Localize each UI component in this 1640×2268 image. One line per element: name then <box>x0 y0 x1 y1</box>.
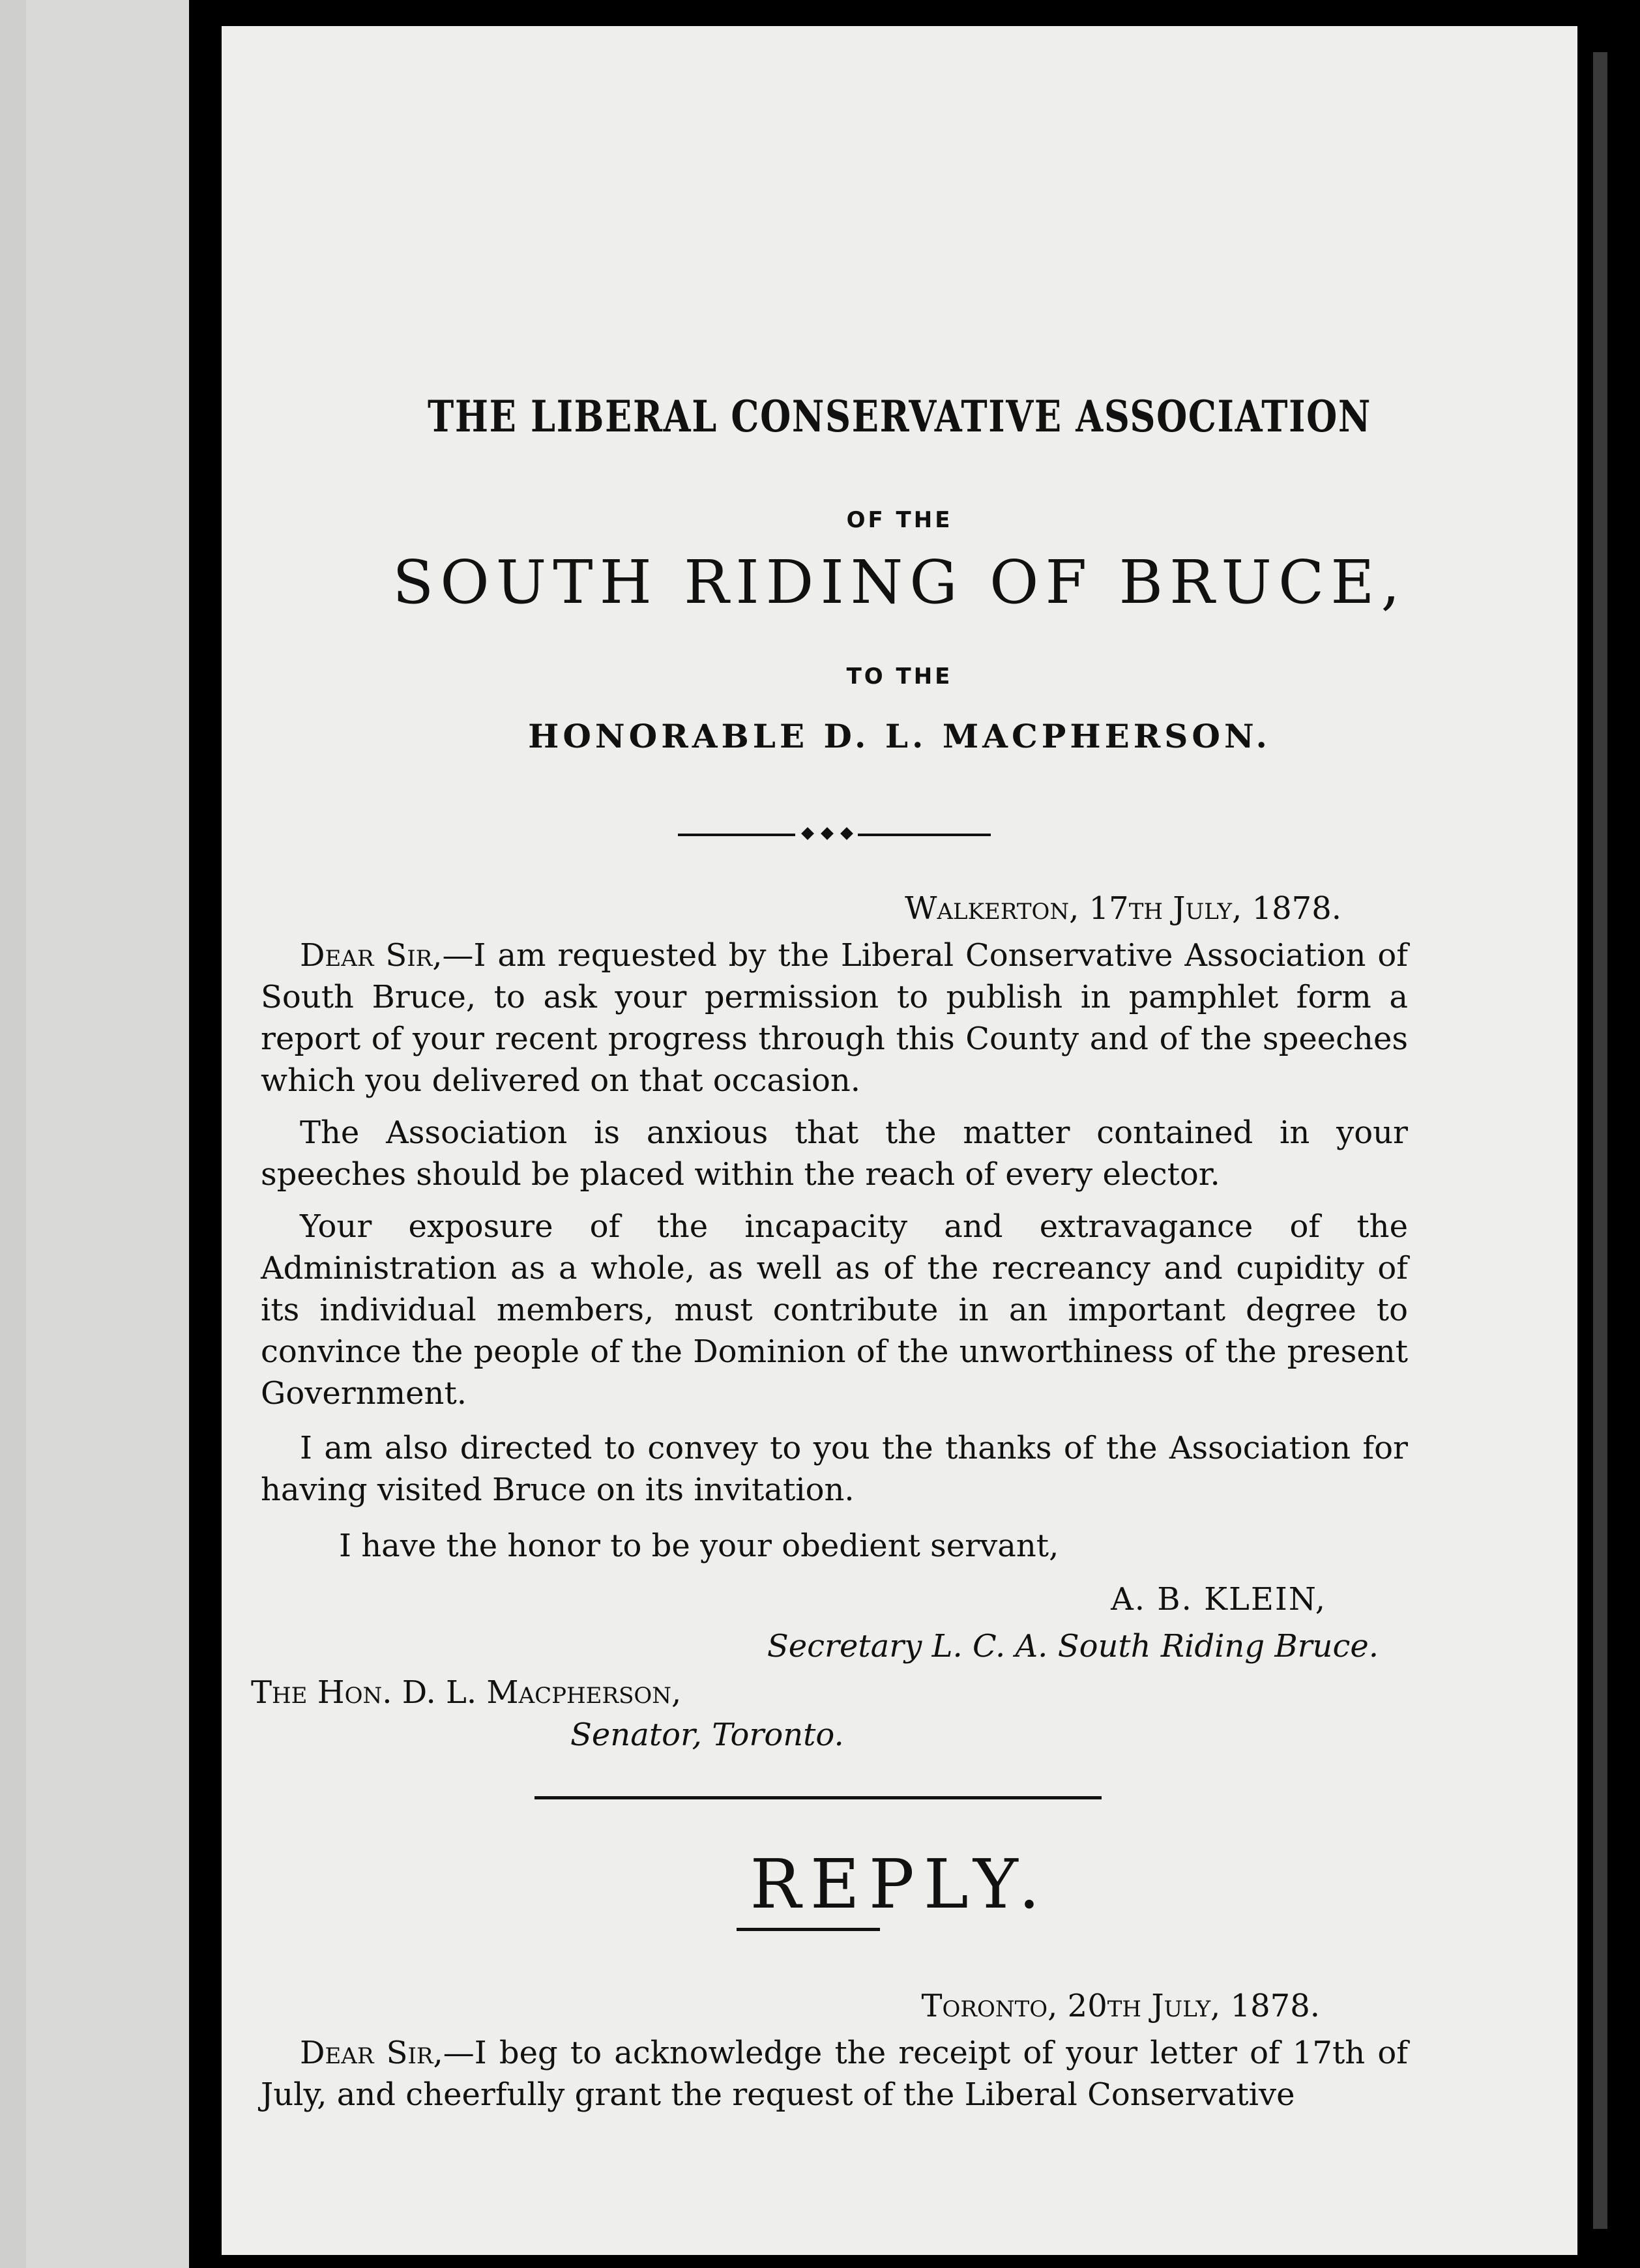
document-page <box>222 26 1577 2255</box>
letter-closing: I have the honor to be your obedient servant, <box>339 1528 1059 1564</box>
letter-paragraph-1-text: —I am requested by the Liberal Conservative Association of South Bruce, to ask your permission to publish in pamphlet form a report of your recent progress through this County and of the speeches which you delivered on that occasion. <box>261 937 1409 1099</box>
title-line-3: HONORABLE D. L. MACPHERSON. <box>528 717 1271 755</box>
reply-paragraph-text: —I beg to acknowledge the receipt of your letter of 17th of July, and cheerfully grant the request of the Liberal Conservative <box>261 2035 1408 2113</box>
title-of-the: OF THE <box>846 507 953 533</box>
reply-heading: REPLY. <box>750 1844 1049 1924</box>
reply-paragraph <box>261 2032 1408 2115</box>
letter-date: Walkerton, 17th July, 1878. <box>905 890 1341 927</box>
title-to-the: TO THE <box>846 663 953 690</box>
title-line-1: THE LIBERAL CONSERVATIVE ASSOCIATION <box>427 391 1372 442</box>
signature-title: Secretary L. C. A. South Riding Bruce. <box>767 1628 1379 1665</box>
addressee-title: Senator, Toronto. <box>570 1717 844 1753</box>
letter-paragraph-1 <box>261 935 1408 1101</box>
letter-paragraph-4: I am also directed to convey to you the thanks of the Association for having visited Bruce on its invitation. <box>261 1430 1408 1508</box>
title-line-2: SOUTH RIDING OF BRUCE, <box>392 547 1407 617</box>
letter-paragraph-3: Your exposure of the incapacity and extravagance of the Administration as a whole, as well as of the recreancy and cupidity of its individual members, must contribute in an important degree to convince the people of the Dominion of the unworthiness of the present Government. <box>261 1208 1408 1412</box>
reply-salutation: Dear Sir, <box>300 2035 443 2071</box>
letter-salutation: Dear Sir, <box>300 937 443 974</box>
adjacent-page-edge <box>0 0 189 2268</box>
ornamental-divider <box>678 831 991 837</box>
scan-right-border <box>1577 0 1640 2268</box>
letter-paragraph-2: The Association is anxious that the matter contained in your speeches should be placed within the reach of every elector. <box>261 1114 1408 1193</box>
scan-gutter <box>189 0 222 2268</box>
addressee-name-text: The Hon. D. L. Macpherson, <box>251 1674 682 1711</box>
signature-name: A. B. KLEIN, <box>1111 1581 1326 1618</box>
addressee-name <box>251 1672 681 1713</box>
section-divider <box>534 1796 1102 1799</box>
reply-date: Toronto, 20th July, 1878. <box>921 1988 1320 2024</box>
reply-underline <box>737 1928 880 1931</box>
